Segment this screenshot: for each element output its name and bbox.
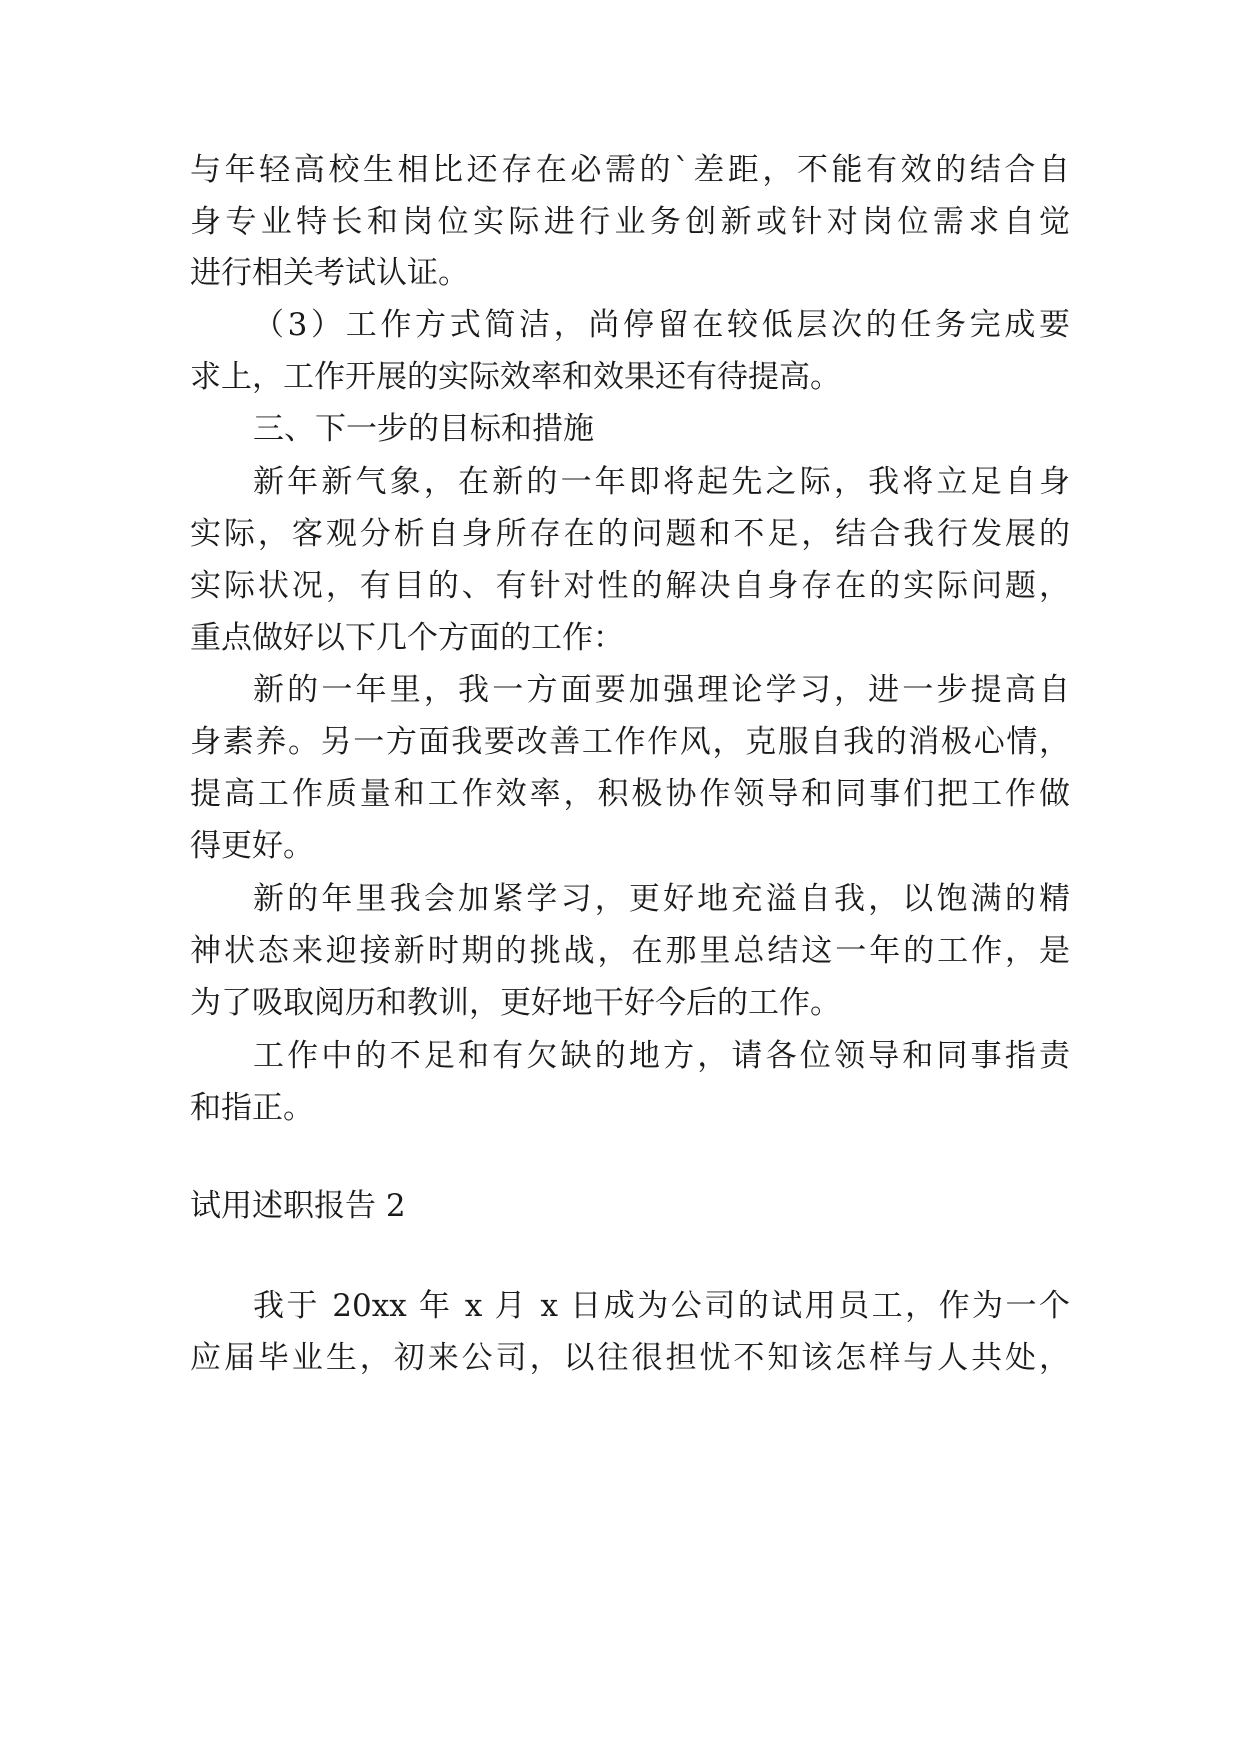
body-line: 工作中的不足和有欠缺的地方，请各位领导和同事指责 — [253, 1038, 1070, 1074]
body-line: 为了吸取阅历和教训，更好地干好今后的工作。 — [190, 985, 841, 1021]
body-line: 实际状况，有目的、有针对性的解决自身存在的实际问题， — [190, 568, 1070, 604]
body-line: 新年新气象，在新的一年即将起先之际，我将立足自身 — [253, 464, 1070, 500]
body-line: 神状态来迎接新时期的挑战，在那里总结这一年的工作，是 — [190, 933, 1070, 969]
body-line: 求上，工作开展的实际效率和效果还有待提高。 — [190, 359, 841, 395]
body-line: 我于 20xx 年 x 月 x 日成为公司的试用员工，作为一个 — [253, 1288, 1070, 1324]
body-line: 新的年里我会加紧学习，更好地充溢自我，以饱满的精 — [253, 881, 1070, 917]
section-heading: 三、下一步的目标和措施 — [253, 411, 594, 447]
body-line: 得更好。 — [190, 828, 314, 864]
body-line: 身素养。另一方面我要改善工作作风，克服自我的消极心情， — [190, 724, 1070, 760]
body-line: （3）工作方式简洁，尚停留在较低层次的任务完成要 — [253, 307, 1070, 343]
body-line: 重点做好以下几个方面的工作： — [190, 620, 624, 656]
report-title: 试用述职报告 2 — [190, 1188, 406, 1224]
body-line: 应届毕业生，初来公司，以往很担忧不知该怎样与人共处， — [190, 1340, 1070, 1376]
body-line: 和指正。 — [190, 1090, 314, 1126]
body-line: 新的一年里，我一方面要加强理论学习，进一步提高自 — [253, 672, 1070, 708]
body-line: 进行相关考试认证。 — [190, 255, 469, 291]
body-line: 提高工作质量和工作效率，积极协作领导和同事们把工作做 — [190, 776, 1070, 812]
body-line: 实际，客观分析自身所存在的问题和不足，结合我行发展的 — [190, 516, 1070, 552]
body-line: 与年轻高校生相比还存在必需的`差距，不能有效的结合自 — [190, 152, 1070, 188]
body-line: 身专业特长和岗位实际进行业务创新或针对岗位需求自觉 — [190, 204, 1070, 240]
